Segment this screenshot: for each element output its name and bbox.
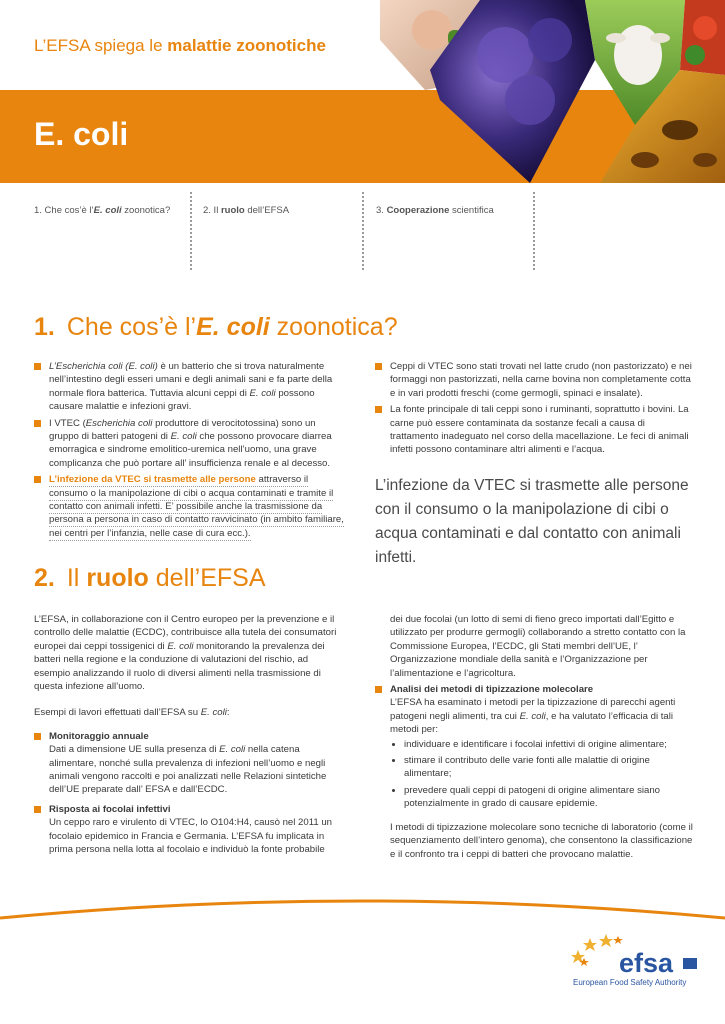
section-1-title: 1. Che cos’è l’E. coli zoonotica? <box>34 313 398 341</box>
photo-woman-face <box>412 10 452 50</box>
sub-list-item: prevedere quali ceppi di patogeni di origine alimentare siano potenzialmente in grado di causare epidemie. <box>390 784 693 811</box>
pull-quote: L’infezione da VTEC si trasmette alle persone con il consumo o la manipolazione di cibi o acqua contaminati e dal contatto con animali infetti. <box>375 477 689 566</box>
toc-item-1[interactable]: 1. Che cos’è l’E. coli zoonotica? <box>34 205 171 216</box>
section-1-right-column <box>375 360 693 460</box>
toc-divider <box>533 192 535 270</box>
section-1-left-column <box>34 360 346 543</box>
photo-mosaic <box>380 0 725 183</box>
footer-curve <box>0 890 725 930</box>
toc-item-2[interactable]: 2. Il ruolo dell’EFSA <box>203 205 290 216</box>
toc-divider <box>190 192 192 270</box>
list-item: L’infezione da VTEC si trasmette alle persone attraverso il consumo o la manipolazione di cibi o acqua contaminati e tramite il contatto con animali infetti. E’ possibile anche la trasmissione da persona a persona in caso di contatto ravvicinato (in ambito familiare, nei centri per l’infanzia, nelle case di cura ecc.). <box>34 473 346 540</box>
photo-grape-1 <box>477 27 533 83</box>
section-2-title: 2. Il ruolo dell’EFSA <box>34 564 266 592</box>
section-2-left-column <box>34 613 346 860</box>
toc-divider <box>362 192 364 270</box>
sub-list-item: stimare il contributo delle varie fonti alle malattie di origine alimentare; <box>390 754 693 781</box>
photo-greens <box>685 45 705 65</box>
list-item: I VTEC (Escherichia coli produttore di verocitotossina) sono un gruppo di batteri patogeni di E. coli che possono provocare diarrea emorragica e sindrome emolitico-uremica nell’uomo, una grave complicanza che può portare all’ insufficienza renale e al decesso. <box>34 417 346 471</box>
section-2-continued: dei due focolai (un lotto di semi di fieno greco importati dall’Egitto e utilizzato per produrre germogli) collaborando a stretto contatto con la Commissione Europea, l’ECDC, gli Stati membri dell’UE, l’ Organizzazione mondiale della sanità e l’Organizzazione per l’alimentazione e l’agricoltura. <box>390 614 686 679</box>
section-2-closing: I metodi di tipizzazione molecolare sono tecniche di laboratorio (come il sequenziamento dell’intero genoma), che consentono la classificazione e il confronto tra i ceppi di batteri che provocano malattie. <box>390 821 693 860</box>
photo-bee-3 <box>693 153 717 167</box>
section-2-intro: L’EFSA, in collaborazione con il Centro europeo per la prevenzione e il controllo delle malattie (ECDC), contribuisce alla tutela dei consumatori europei dai ceppi tossigenici di E. coli monitorando la prevalenza dei batteri nella regione e la conduzione di valutazioni del rischio, ad esempio analizzando il ruolo di diversi alimenti nella trasmissione di questa infezione all’uomo. <box>34 614 337 693</box>
list-item: La fonte principale di tali ceppi sono i ruminanti, soprattutto i bovini. La carne può essere contaminata da sostanze fecali a causa di trattamento inadeguato nel corso della macellazione. Le feci di animali infetti possono contaminare altri alimenti e l’acqua. <box>375 403 693 457</box>
page-title: E. coli <box>34 116 129 152</box>
photo-bee-2 <box>631 152 659 168</box>
eu-flag-icon <box>683 958 697 969</box>
photo-tomato <box>693 16 717 40</box>
list-item: Ceppi di VTEC sono stati trovati nel latte crudo (non pastorizzato) e nei formaggi non pastorizzati, nella carne bovina non completamente cotta e in vari prodotti freschi (come germogli, spinaci e insalate). <box>375 360 693 400</box>
series-title: L’EFSA spiega le malattie zoonotiche <box>34 36 326 55</box>
list-item: L’Escherichia coli (E. coli) è un batterio che si trova naturalmente nell’intestino degli esseri umani e degli animali sani e fa parte della normale flora batterica. Tuttavia alcuni ceppi di E. coli possono causare malattie e infezioni gravi. <box>34 360 346 414</box>
list-item: Monitoraggio annuale Dati a dimensione UE sulla presenza di E. coli nella catena alimentare, nonché sulla prevalenza di infezioni nell’uomo e negli animali vengono raccolti e poi analizzati nelle Relazioni sintetiche dell’UE preparate dall’ EFSA e dall’ECDC. <box>34 730 346 797</box>
photo-grape-3 <box>505 75 555 125</box>
efsa-logo-subtitle: European Food Safety Authority <box>573 978 687 987</box>
photo-grape-2 <box>528 18 572 62</box>
photo-sheep-ear-right <box>650 33 670 43</box>
section-2-examples-lead: Esempi di lavori effettuati dall’EFSA su E. coli: <box>34 707 230 719</box>
efsa-logo: efsa <box>619 948 674 978</box>
list-item: Risposta ai focolai infettivi Un ceppo raro e virulento di VTEC, lo O104:H4, causò nel 2011 un focolaio epidemico in Francia e Germania. L’EFSA fu implicata in prima persona nella lotta al focolaio e individuò la fonte probabile <box>34 803 346 857</box>
photo-sheep-ear-left <box>606 33 626 43</box>
section-2-right-column <box>375 613 693 874</box>
sub-list-item: individuare e identificare i focolai infettivi di origine alimentare; <box>390 738 693 751</box>
toc-item-3[interactable]: 3. Cooperazione scientifica <box>376 205 494 216</box>
list-item: Analisi dei metodi di tipizzazione molecolare L’EFSA ha esaminato i metodi per la tipizzazione di parecchi agenti patogeni negli alimenti, tra cui E. coli, e ha valutato l’efficacia di tali metodi per: individuare e identificare i focolai infettivi di origine alimentare; stimare il contributo delle varie fonti alle malattie di origine alimentare; prevedere quali ceppi di patogeni di origine alimentare siano potenzialmente in grado di causare epidemie. <box>375 683 693 811</box>
photo-bee-1 <box>662 120 698 140</box>
